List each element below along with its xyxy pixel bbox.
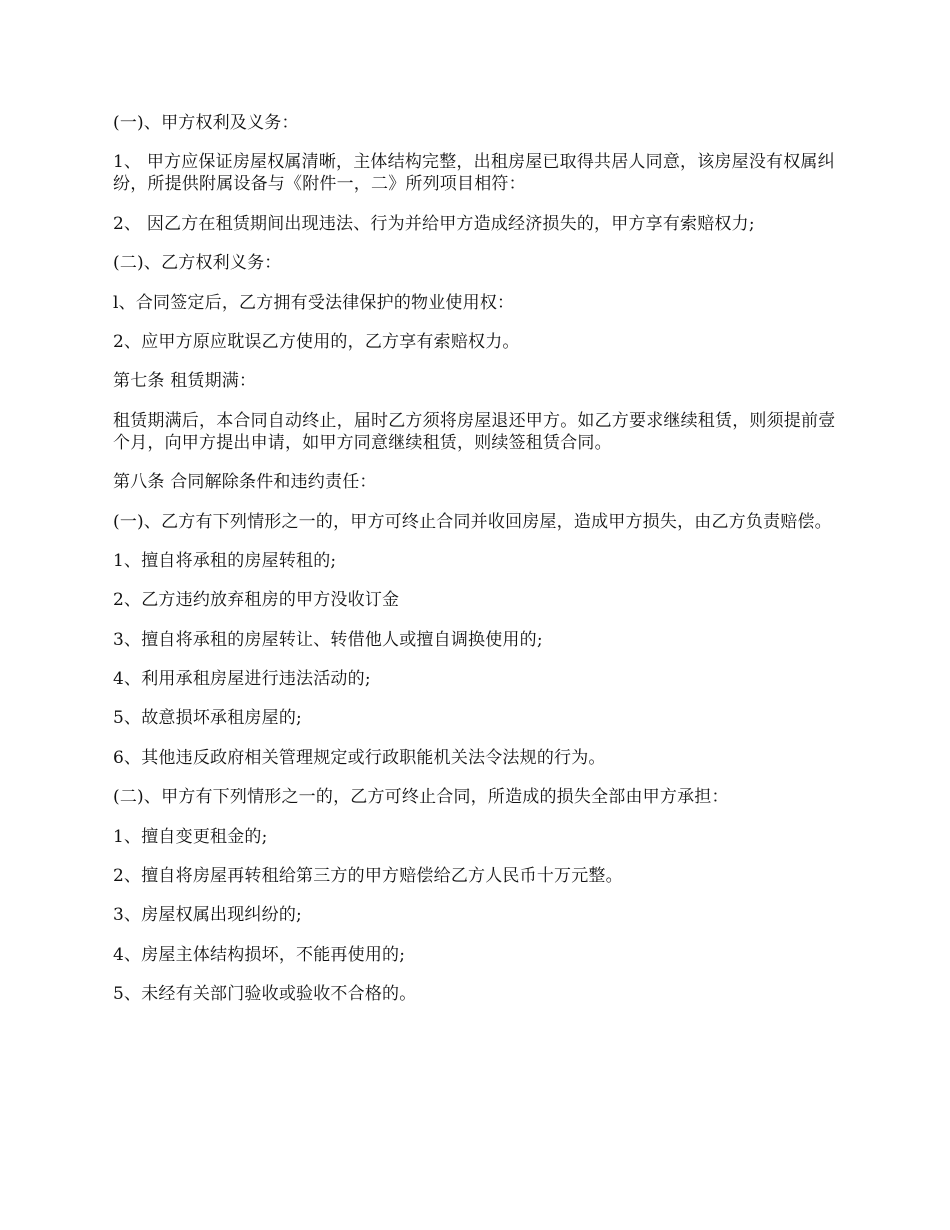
paragraph-party-a-clause-1: 1、 甲方应保证房屋权属清晰，主体结构完整，出租房屋已取得共居人同意，该房屋没有权属纠纷，所提供附属设备与《附件一，二》所列项目相符：: [113, 152, 835, 195]
article-8-section-2-item-5: 5、未经有关部门验收或验收不合格的。: [113, 984, 417, 1005]
article-8-section-2-item-1: 1、擅自变更租金的;: [113, 826, 268, 847]
article-8-section-2-item-2: 2、擅自将房屋再转租给第三方的甲方赔偿给乙方人民币十万元整。: [113, 866, 623, 887]
article-8-section-1-intro: (一)、乙方有下列情形之一的，甲方可终止合同并收回房屋，造成甲方损失，由乙方负责赔偿。: [113, 511, 832, 532]
article-8-section-1-item-4: 4、利用承租房屋进行违法活动的;: [113, 669, 371, 690]
article-8-section-2-item-4: 4、房屋主体结构损坏，不能再使用的;: [113, 944, 406, 965]
paragraph-party-a-clause-2: 2、 因乙方在租赁期间出现违法、行为并给甲方造成经济损失的，甲方享有索赔权力;: [113, 213, 755, 234]
article-8-heading: 第八条 合同解除条件和违约责任：: [113, 472, 377, 493]
article-7-heading: 第七条 租赁期满：: [113, 371, 257, 392]
article-8-section-1-item-6: 6、其他违反政府相关管理规定或行政职能机关法令法规的行为。: [113, 747, 606, 768]
article-7-body: 租赁期满后，本合同自动终止，届时乙方须将房屋退还甲方。如乙方要求继续租赁，则须提前壹个月，向甲方提出申请，如甲方同意继续租赁，则续签租赁合同。: [113, 410, 836, 453]
article-8-section-2-intro: (二)、甲方有下列情形之一的，乙方可终止合同，所造成的损失全部由甲方承担：: [113, 787, 729, 808]
paragraph-party-a-rights-heading: (一)、甲方权利及义务：: [113, 113, 299, 133]
article-8-section-1-item-2: 2、乙方违约放弃租房的甲方没收订金: [113, 590, 400, 611]
article-8-section-1-item-5: 5、故意损坏承租房屋的;: [113, 708, 302, 729]
document-page: [113, 112, 843, 1023]
article-8-section-1-item-3: 3、擅自将承租的房屋转让、转借他人或擅自调换使用的;: [113, 629, 543, 650]
paragraph-party-b-clause-1: l、合同签定后，乙方拥有受法律保护的物业使用权：: [113, 292, 515, 313]
article-8-section-1-item-1: 1、擅自将承租的房屋转租的;: [113, 550, 337, 571]
article-8-section-2-item-3: 3、房屋权属出现纠纷的;: [113, 905, 302, 926]
paragraph-party-b-rights-heading: (二)、乙方权利义务：: [113, 253, 282, 274]
paragraph-party-b-clause-2: 2、应甲方原应耽误乙方使用的，乙方享有索赔权力。: [113, 331, 520, 352]
